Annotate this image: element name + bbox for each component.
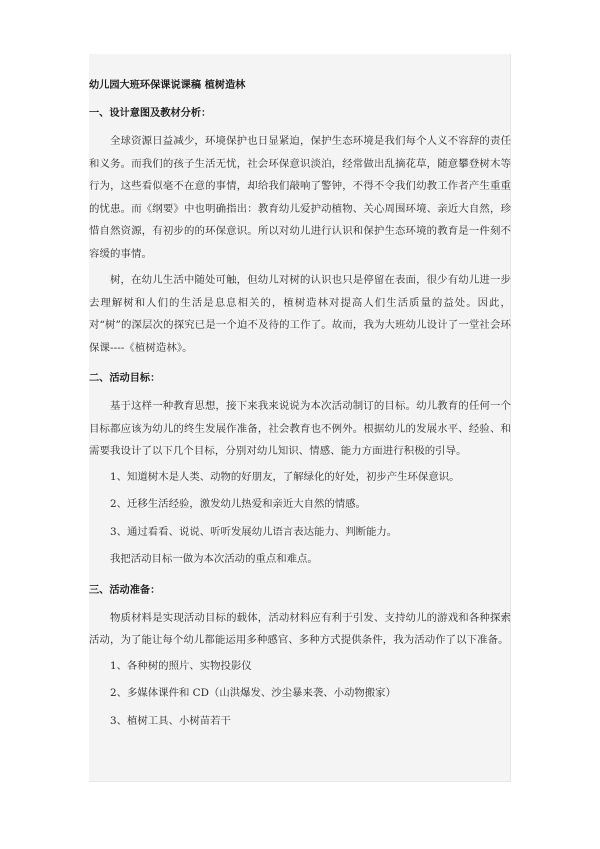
section2-intro: 基于这样一种教育思想，接下来我来说说为本次活动制订的目标。幼儿教育的任何一个目标都应该为幼儿的终生发展作准备，社会教育也不例外。根据幼儿的发展水平、经验、和需要我设计了以下几个目标，分别对幼儿知识、情感、能力方面进行积极的引导。 <box>89 400 511 457</box>
section3-item-2: 2、多媒体课件和 CD（山洪爆发、沙尘暴来袭、小动物搬家） <box>110 687 396 699</box>
section2-closing: 我把活动目标一做为本次活动的重点和难点。 <box>110 553 318 565</box>
section2-item-2: 2、迁移生活经验，激发幼儿热爱和亲近大自然的情感。 <box>110 498 366 510</box>
section3-heading: 三、活动准备： <box>89 583 161 596</box>
section3-intro: 物质材料是实现活动目标的载体，活动材料应有利于引发、支持幼儿的游戏和各种探索活动，为了能让每个幼儿都能运用多种感官、多种方式提供条件，我为活动作了以下准备。 <box>89 611 511 646</box>
document-page <box>89 54 511 782</box>
document-title: 幼儿园大班环保课说课稿 植树造林 <box>89 79 246 91</box>
section1-heading: 一、设计意图及教材分析： <box>89 107 212 119</box>
section1-paragraph-2: 树，在幼儿生活中随处可触，但幼儿对树的认识也只是停留在表面，很少有幼儿进一步去理解树和人们的生活是息息相关的，植树造林对提高人们生活质量的益处。因此，对“树”的深层次的探究已是一个迫不及待的工作了。故而，我为大班幼儿设计了一堂社会环保课----《植树造林》。 <box>89 274 511 354</box>
section2-item-3: 3、通过看看、说说、听听发展幼儿语言表达能力、判断能力。 <box>110 525 398 538</box>
section2-item-1: 1、知道树木是人类、动物的好朋友，了解绿化的好处，初步产生环保意识。 <box>110 470 460 483</box>
section2-heading: 二、活动目标： <box>89 372 161 384</box>
section1-paragraph-1: 全球资源日益减少，环境保护也日显紧迫，保护生态环境是我们每个人义不容辞的责任和义务。而我们的孩子生活无忧，社会环保意识淡泊，经常做出乱摘花草，随意攀登树木等行为，这些看似毫不在意的事情，却给我们敲响了警钟，不得不令我们幼教工作者产生重重的忧患。而《纲要》中也明确指出：教育幼儿爱护动植物、关心周围环境、亲近大自然，珍惜自然资源，有初步的的环保意识。所以对幼儿进行认识和保护生态环境的教育是一件刻不容缓的事情。 <box>89 135 511 260</box>
section3-item-1: 1、各种树的照片、实物投影仪 <box>110 659 252 672</box>
section3-item-3: 3、植树工具、小树苗若干 <box>110 714 231 727</box>
document-content <box>89 78 511 732</box>
